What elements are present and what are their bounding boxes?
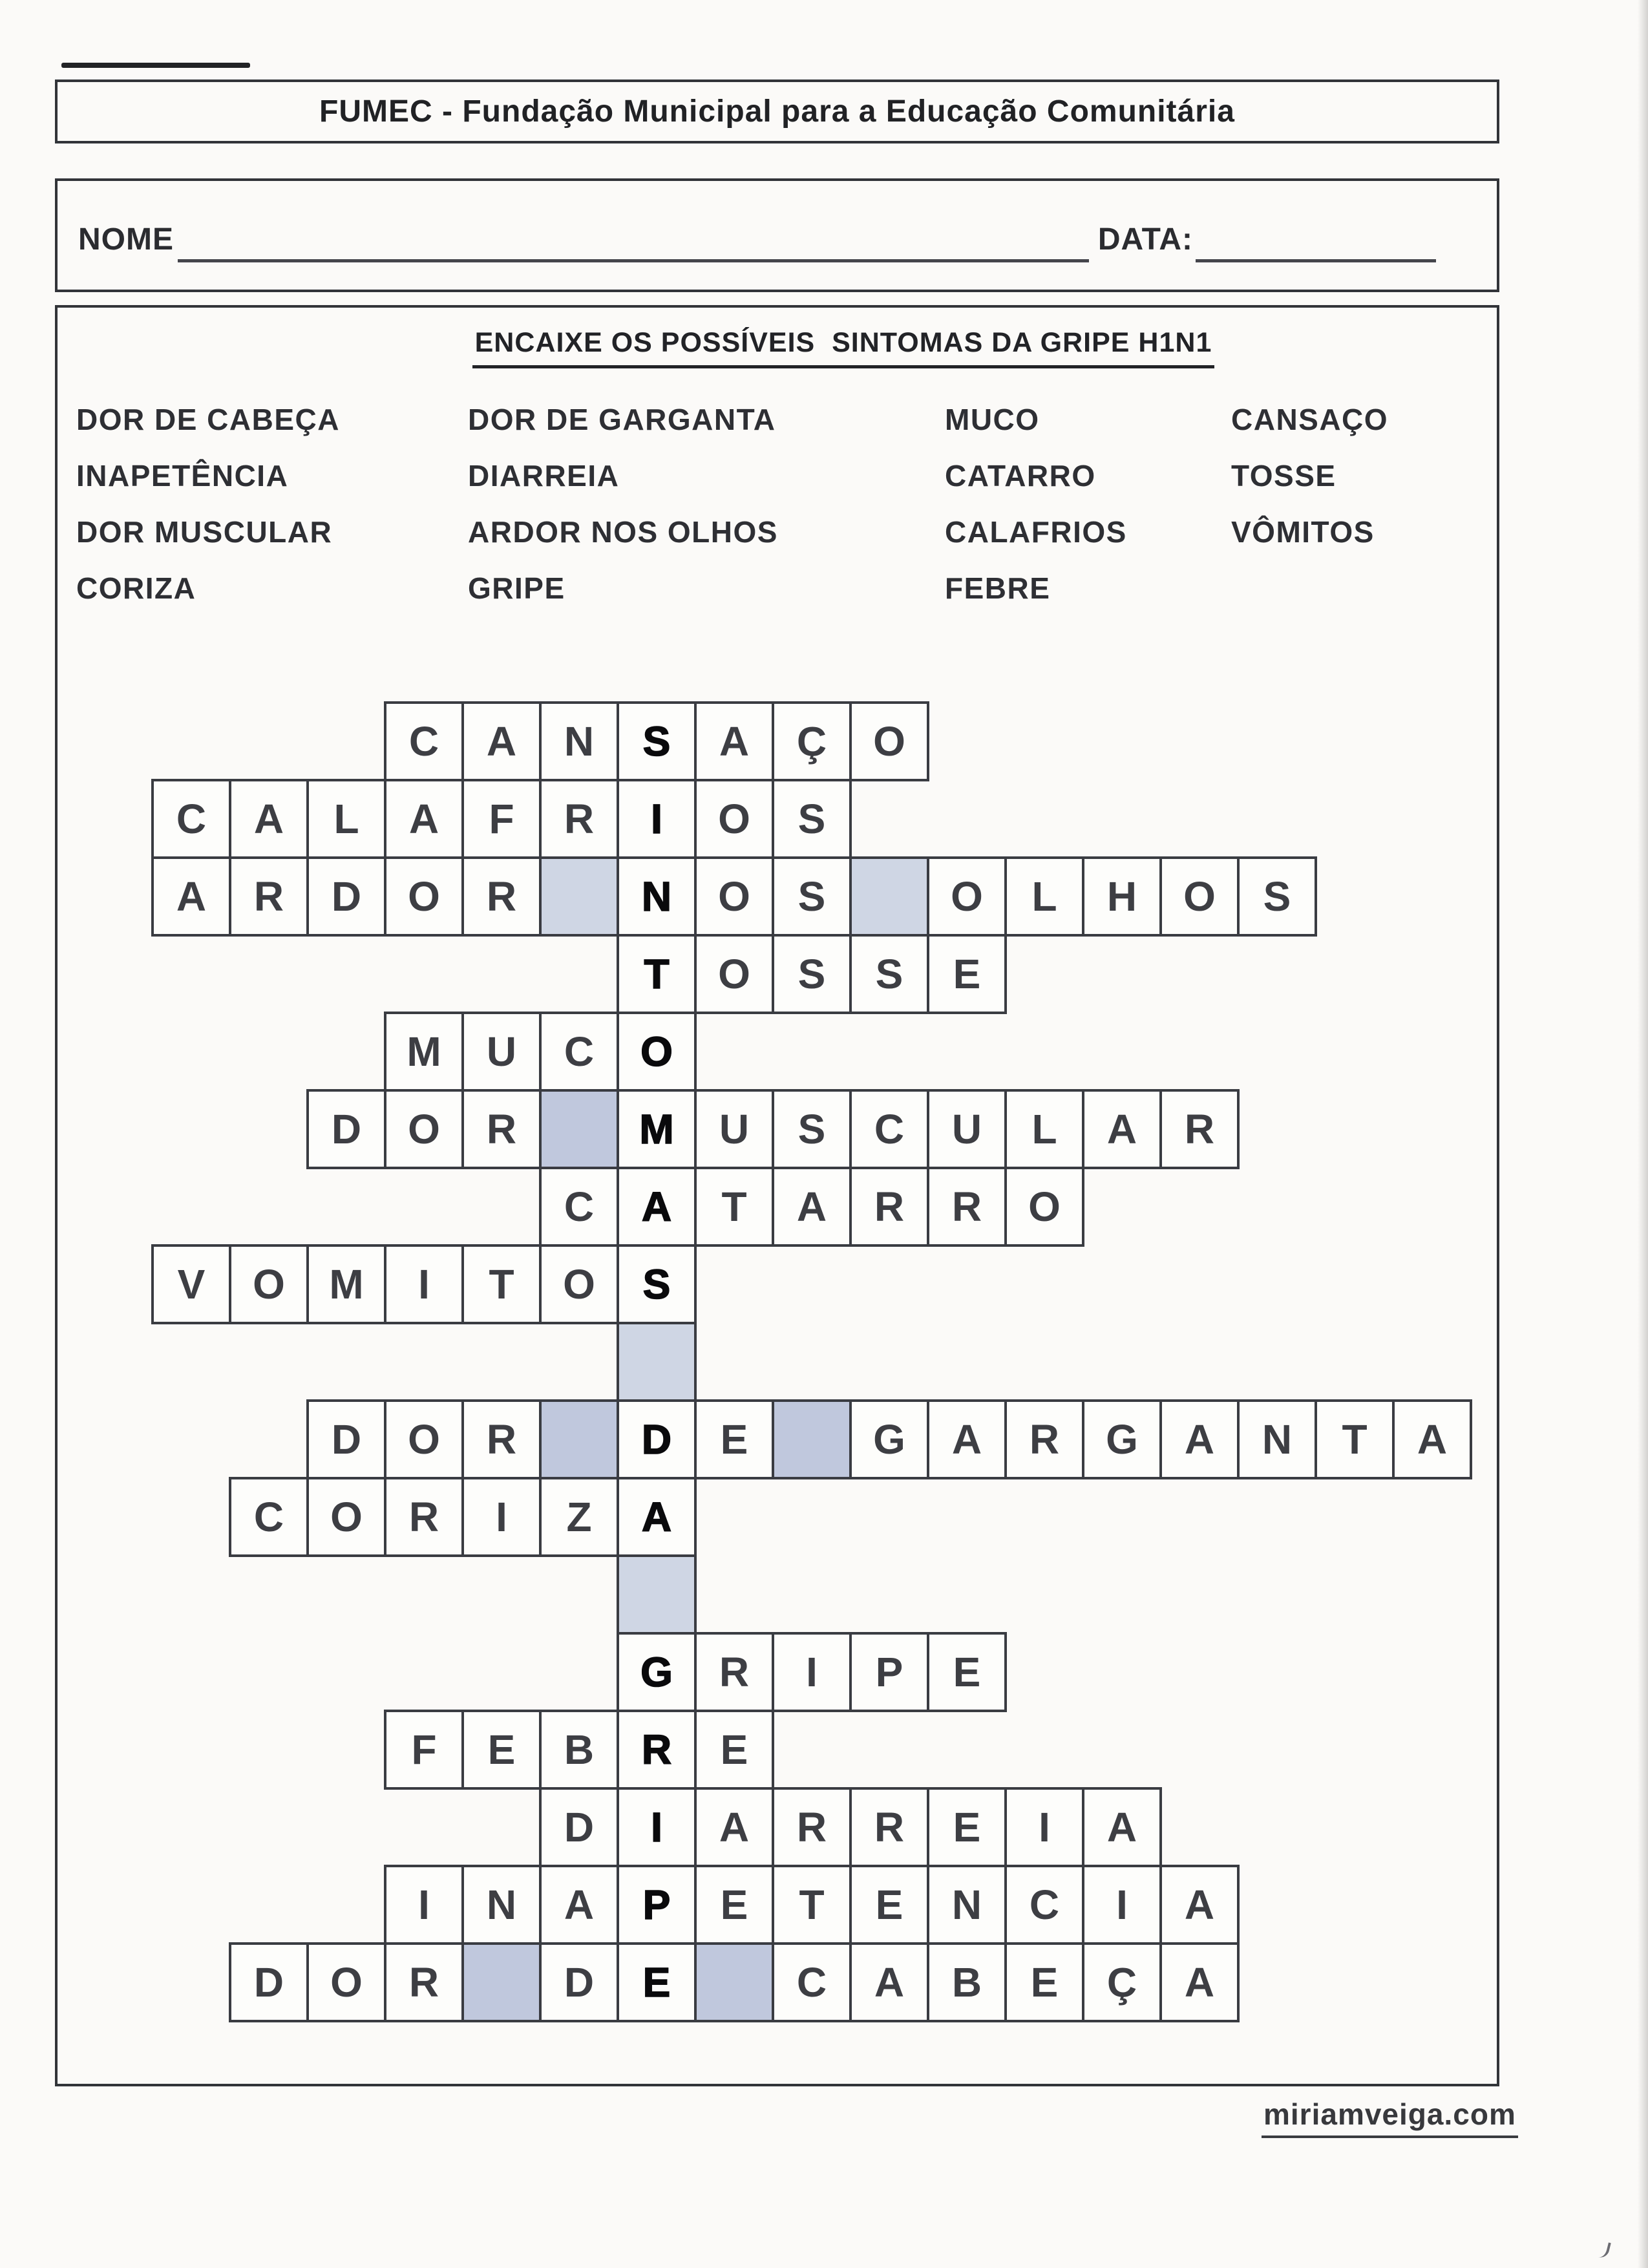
grid-letter-cell: A bbox=[1159, 1865, 1240, 1945]
grid-letter-cell: L bbox=[306, 779, 386, 859]
grid-space-cell bbox=[539, 1399, 619, 1479]
grid-letter-cell: A bbox=[539, 1865, 619, 1945]
grid-letter-cell: U bbox=[461, 1012, 542, 1092]
grid-letter-cell: U bbox=[694, 1089, 774, 1169]
name-blank-line bbox=[178, 255, 1089, 262]
grid-letter-cell: G bbox=[1082, 1399, 1162, 1479]
grid-letter-cell: R bbox=[461, 1399, 542, 1479]
grid-letter-cell: A bbox=[694, 1787, 774, 1867]
grid-letter-cell: T bbox=[617, 934, 697, 1014]
word-bank-item: CORIZA bbox=[76, 571, 196, 605]
scan-artifact-line bbox=[61, 63, 250, 68]
grid-letter-cell: N bbox=[1237, 1399, 1317, 1479]
grid-letter-cell: S bbox=[1237, 856, 1317, 937]
grid-letter-cell: R bbox=[772, 1787, 852, 1867]
pen-mark-artifact bbox=[1597, 2240, 1611, 2259]
header-title: FUMEC - Fundação Municipal para a Educação Comunitária bbox=[319, 94, 1235, 129]
word-bank-item: MUCO bbox=[945, 403, 1040, 436]
grid-letter-cell: T bbox=[1315, 1399, 1395, 1479]
word-bank-item: CATARRO bbox=[945, 459, 1096, 493]
grid-letter-cell: O bbox=[617, 1012, 697, 1092]
grid-letter-cell: M bbox=[306, 1244, 386, 1324]
grid-space-cell bbox=[539, 856, 619, 937]
grid-space-cell bbox=[539, 1089, 619, 1169]
grid-letter-cell: O bbox=[694, 856, 774, 937]
grid-letter-cell: C bbox=[539, 1012, 619, 1092]
grid-letter-cell: N bbox=[461, 1865, 542, 1945]
grid-letter-cell: F bbox=[384, 1710, 464, 1790]
grid-letter-cell: A bbox=[384, 779, 464, 859]
grid-letter-cell: S bbox=[772, 1089, 852, 1169]
grid-letter-cell: O bbox=[927, 856, 1007, 937]
grid-letter-cell: O bbox=[229, 1244, 309, 1324]
grid-letter-cell: A bbox=[461, 701, 542, 781]
grid-letter-cell: E bbox=[694, 1865, 774, 1945]
word-bank-column-3 bbox=[945, 402, 1127, 627]
grid-letter-cell: E bbox=[927, 1787, 1007, 1867]
grid-letter-cell: O bbox=[1159, 856, 1240, 937]
grid-letter-cell: C bbox=[539, 1167, 619, 1247]
grid-letter-cell: O bbox=[1004, 1167, 1084, 1247]
grid-letter-cell: T bbox=[461, 1244, 542, 1324]
word-bank-item: GRIPE bbox=[468, 571, 565, 605]
word-bank-item: DOR DE CABEÇA bbox=[76, 403, 340, 436]
word-bank-item: DOR MUSCULAR bbox=[76, 515, 333, 549]
grid-letter-cell: D bbox=[539, 1787, 619, 1867]
footer-credit-text: miriamveiga.com bbox=[1262, 2097, 1518, 2138]
grid-letter-cell: I bbox=[461, 1477, 542, 1557]
grid-letter-cell: O bbox=[306, 1477, 386, 1557]
name-label: NOME bbox=[78, 222, 174, 257]
grid-letter-cell: R bbox=[694, 1632, 774, 1712]
grid-letter-cell: A bbox=[849, 1942, 929, 2022]
grid-letter-cell: B bbox=[927, 1942, 1007, 2022]
grid-letter-cell: G bbox=[617, 1632, 697, 1712]
grid-space-cell bbox=[617, 1322, 697, 1402]
grid-letter-cell: I bbox=[772, 1632, 852, 1712]
grid-space-cell bbox=[849, 856, 929, 937]
grid-letter-cell: S bbox=[617, 701, 697, 781]
grid-letter-cell: L bbox=[1004, 856, 1084, 937]
grid-letter-cell: R bbox=[1159, 1089, 1240, 1169]
grid-letter-cell: L bbox=[1004, 1089, 1084, 1169]
grid-letter-cell: G bbox=[849, 1399, 929, 1479]
word-bank-item: DOR DE GARGANTA bbox=[468, 403, 776, 436]
grid-letter-cell: C bbox=[151, 779, 231, 859]
grid-letter-cell: N bbox=[617, 856, 697, 937]
grid-letter-cell: I bbox=[384, 1865, 464, 1945]
grid-letter-cell: E bbox=[849, 1865, 929, 1945]
grid-letter-cell: E bbox=[694, 1399, 774, 1479]
grid-letter-cell: D bbox=[306, 1089, 386, 1169]
word-bank-item: VÔMITOS bbox=[1231, 515, 1375, 549]
grid-letter-cell: T bbox=[772, 1865, 852, 1945]
grid-letter-cell: I bbox=[384, 1244, 464, 1324]
grid-letter-cell: R bbox=[927, 1167, 1007, 1247]
puzzle-title-wrap bbox=[0, 327, 1648, 368]
grid-letter-cell: I bbox=[1004, 1787, 1084, 1867]
grid-letter-cell: O bbox=[384, 856, 464, 937]
grid-letter-cell: N bbox=[927, 1865, 1007, 1945]
grid-letter-cell: C bbox=[772, 1942, 852, 2022]
word-bank-item: TOSSE bbox=[1231, 459, 1336, 493]
grid-letter-cell: T bbox=[694, 1167, 774, 1247]
grid-letter-cell: S bbox=[772, 934, 852, 1014]
grid-letter-cell: C bbox=[229, 1477, 309, 1557]
grid-letter-cell: O bbox=[694, 934, 774, 1014]
grid-letter-cell: H bbox=[1082, 856, 1162, 937]
grid-letter-cell: O bbox=[384, 1089, 464, 1169]
grid-letter-cell: M bbox=[617, 1089, 697, 1169]
grid-letter-cell: O bbox=[539, 1244, 619, 1324]
grid-letter-cell: I bbox=[617, 779, 697, 859]
grid-letter-cell: D bbox=[306, 1399, 386, 1479]
grid-letter-cell: A bbox=[1392, 1399, 1472, 1479]
grid-letter-cell: O bbox=[849, 701, 929, 781]
grid-letter-cell: R bbox=[461, 1089, 542, 1169]
grid-letter-cell: A bbox=[772, 1167, 852, 1247]
word-bank-item: FEBRE bbox=[945, 571, 1051, 605]
grid-letter-cell: C bbox=[849, 1089, 929, 1169]
grid-letter-cell: N bbox=[539, 701, 619, 781]
grid-letter-cell: R bbox=[384, 1942, 464, 2022]
grid-letter-cell: Ç bbox=[772, 701, 852, 781]
grid-letter-cell: O bbox=[694, 779, 774, 859]
word-bank-item: ARDOR NOS OLHOS bbox=[468, 515, 778, 549]
grid-space-cell bbox=[617, 1554, 697, 1635]
grid-space-cell bbox=[461, 1942, 542, 2022]
header-box bbox=[55, 79, 1499, 143]
grid-letter-cell: Ç bbox=[1082, 1942, 1162, 2022]
grid-letter-cell: E bbox=[617, 1942, 697, 2022]
grid-letter-cell: D bbox=[539, 1942, 619, 2022]
grid-letter-cell: E bbox=[927, 1632, 1007, 1712]
grid-letter-cell: E bbox=[927, 934, 1007, 1014]
grid-letter-cell: P bbox=[849, 1632, 929, 1712]
grid-letter-cell: A bbox=[1159, 1942, 1240, 2022]
grid-letter-cell: I bbox=[1082, 1865, 1162, 1945]
word-bank-item: CANSAÇO bbox=[1231, 403, 1389, 436]
grid-letter-cell: D bbox=[229, 1942, 309, 2022]
grid-letter-cell: A bbox=[151, 856, 231, 937]
grid-letter-cell: E bbox=[694, 1710, 774, 1790]
grid-letter-cell: A bbox=[1159, 1399, 1240, 1479]
name-date-row bbox=[78, 222, 1436, 262]
grid-letter-cell: R bbox=[1004, 1399, 1084, 1479]
grid-letter-cell: S bbox=[617, 1244, 697, 1324]
grid-letter-cell: S bbox=[772, 856, 852, 937]
grid-letter-cell: S bbox=[772, 779, 852, 859]
grid-space-cell bbox=[772, 1399, 852, 1479]
grid-letter-cell: O bbox=[306, 1942, 386, 2022]
grid-space-cell bbox=[694, 1942, 774, 2022]
word-bank-item: DIARREIA bbox=[468, 459, 620, 493]
scanner-edge-shade bbox=[1638, 0, 1648, 2268]
grid-letter-cell: S bbox=[849, 934, 929, 1014]
grid-letter-cell: A bbox=[229, 779, 309, 859]
grid-letter-cell: A bbox=[1082, 1787, 1162, 1867]
name-date-box bbox=[55, 178, 1499, 292]
grid-letter-cell: R bbox=[539, 779, 619, 859]
grid-letter-cell: C bbox=[384, 701, 464, 781]
grid-letter-cell: M bbox=[384, 1012, 464, 1092]
grid-letter-cell: P bbox=[617, 1865, 697, 1945]
grid-letter-cell: V bbox=[151, 1244, 231, 1324]
grid-letter-cell: D bbox=[306, 856, 386, 937]
grid-letter-cell: A bbox=[617, 1477, 697, 1557]
word-bank-item: INAPETÊNCIA bbox=[76, 459, 289, 493]
word-bank-column-4 bbox=[1231, 402, 1388, 571]
grid-letter-cell: D bbox=[617, 1399, 697, 1479]
word-bank-column-2 bbox=[468, 402, 778, 627]
grid-letter-cell: I bbox=[617, 1787, 697, 1867]
grid-letter-cell: R bbox=[617, 1710, 697, 1790]
grid-letter-cell: R bbox=[849, 1167, 929, 1247]
puzzle-title: ENCAIXE OS POSSÍVEIS SINTOMAS DA GRIPE H1N1 bbox=[472, 327, 1215, 368]
grid-letter-cell: A bbox=[694, 701, 774, 781]
grid-letter-cell: A bbox=[1082, 1089, 1162, 1169]
date-label: DATA: bbox=[1097, 222, 1193, 257]
footer-credit bbox=[1262, 2097, 1518, 2138]
grid-letter-cell: F bbox=[461, 779, 542, 859]
grid-letter-cell: B bbox=[539, 1710, 619, 1790]
grid-letter-cell: A bbox=[617, 1167, 697, 1247]
grid-letter-cell: A bbox=[927, 1399, 1007, 1479]
grid-letter-cell: R bbox=[384, 1477, 464, 1557]
grid-letter-cell: R bbox=[849, 1787, 929, 1867]
grid-letter-cell: U bbox=[927, 1089, 1007, 1169]
date-blank-line bbox=[1196, 255, 1436, 262]
grid-letter-cell: R bbox=[229, 856, 309, 937]
grid-letter-cell: E bbox=[1004, 1942, 1084, 2022]
word-bank-item: CALAFRIOS bbox=[945, 515, 1127, 549]
grid-letter-cell: C bbox=[1004, 1865, 1084, 1945]
grid-letter-cell: E bbox=[461, 1710, 542, 1790]
word-bank-column-1 bbox=[76, 402, 340, 627]
grid-letter-cell: O bbox=[384, 1399, 464, 1479]
grid-letter-cell: R bbox=[461, 856, 542, 937]
grid-letter-cell: Z bbox=[539, 1477, 619, 1557]
